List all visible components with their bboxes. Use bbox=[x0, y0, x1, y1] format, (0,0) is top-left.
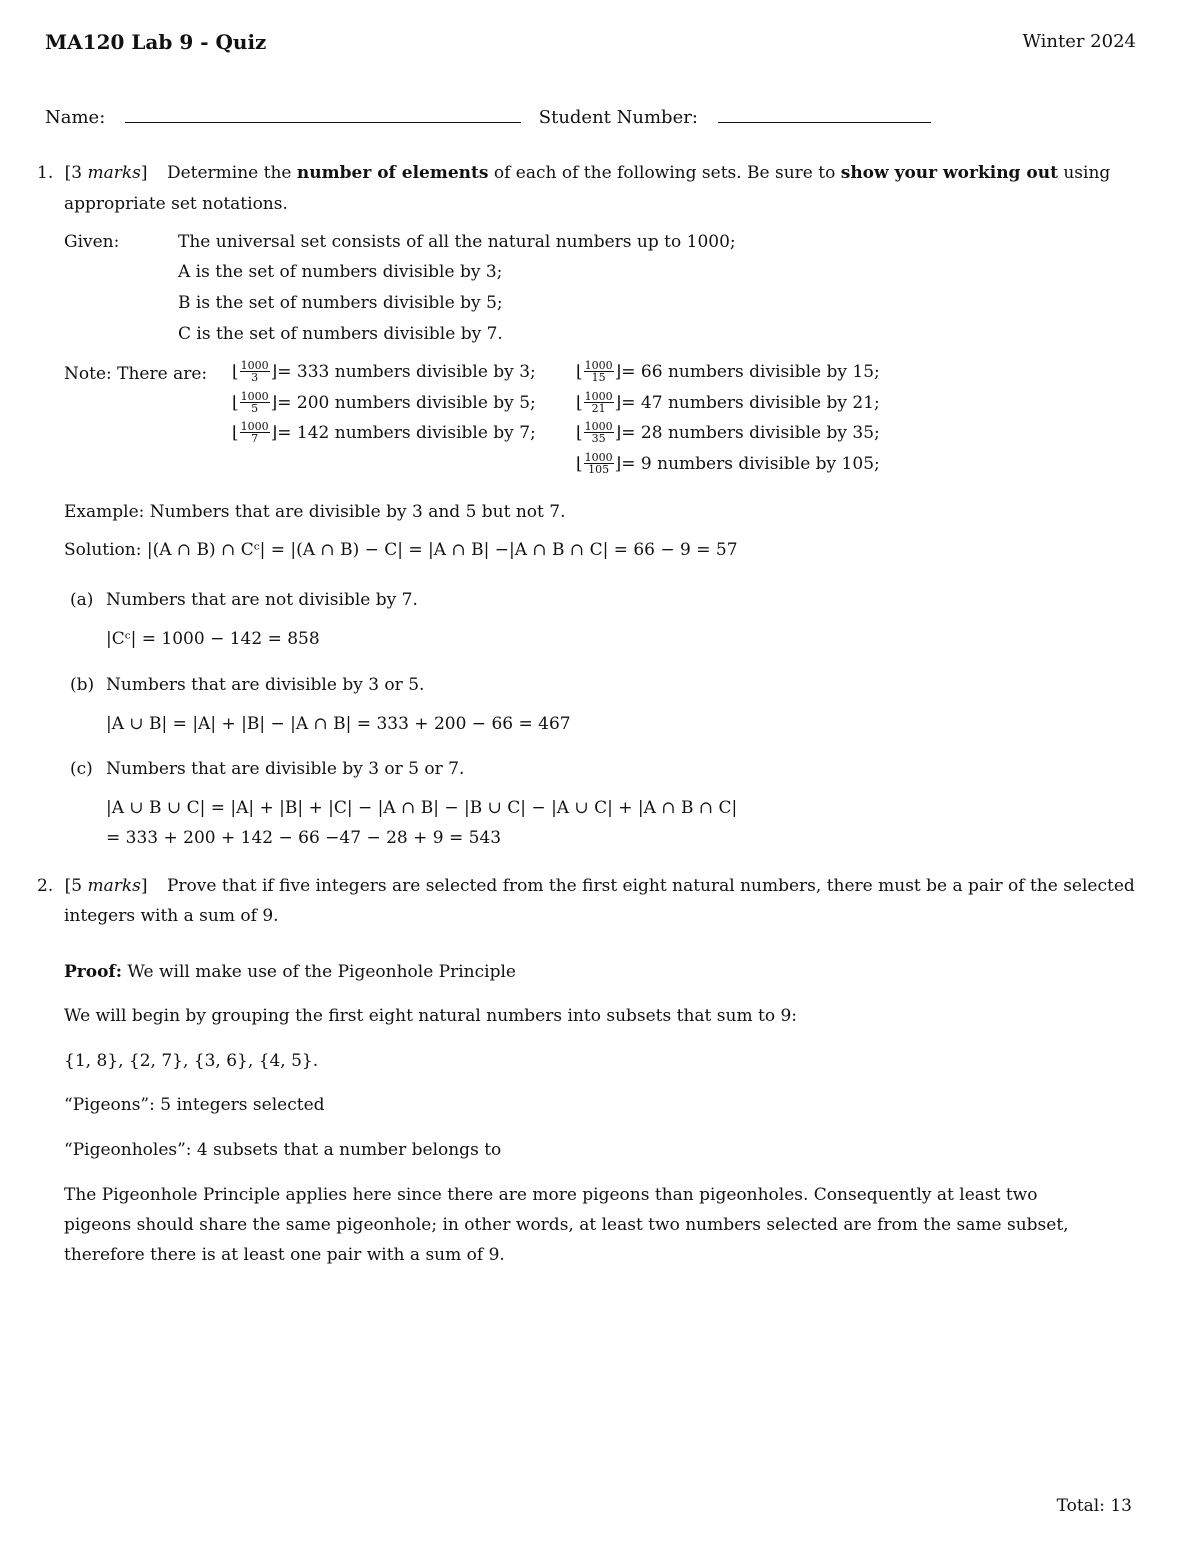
q2-number: 2. bbox=[37, 876, 54, 896]
part-label: (b) bbox=[70, 675, 95, 695]
note-left-item: ⌊ $\frac{1000}{5}$ ⌋ = 200 numbers divisible by 5; bbox=[232, 390, 536, 415]
q1-prompt-line2: appropriate set notations. bbox=[64, 194, 288, 214]
grouping-text: We will begin by grouping the first eight natural numbers into subsets that sum to 9: bbox=[64, 1006, 798, 1026]
part-question: Numbers that are divisible by 3 or 5 or 7. bbox=[106, 759, 465, 779]
note-label: Note: There are: bbox=[64, 364, 208, 384]
student-number-blank[interactable] bbox=[718, 104, 931, 123]
term-label: Winter 2024 bbox=[1022, 31, 1136, 52]
q1-number: 1. bbox=[37, 163, 54, 183]
conclusion-paragraph: The Pigeonhole Principle applies here since there are more pigeons than pigeonholes. Consequently at least two pigeons should share the same pigeonhole; in other words, at least two numbers selected are from the same subset, therefore there is at least one pair with a sum of 9. bbox=[64, 1185, 1069, 1265]
name-blank[interactable] bbox=[125, 104, 521, 123]
given-line: The universal set consists of all the natural numbers up to 1000; bbox=[178, 232, 736, 252]
part-answer-continued: = 333 + 200 + 142 − 66 −47 − 28 + 9 = 543 bbox=[106, 828, 502, 848]
page-title: MA120 Lab 9 - Quiz bbox=[45, 30, 267, 54]
note-left-item: ⌊ $\frac{1000}{7}$ ⌋ = 142 numbers divisible by 7; bbox=[232, 420, 536, 445]
part-answer: |Cᶜ| = 1000 − 142 = 858 bbox=[106, 629, 320, 649]
part-answer: |A ∪ B ∪ C| = |A| + |B| + |C| − |A ∩ B| − |B ∪ C| − |A ∪ C| + |A ∩ B ∩ C| bbox=[106, 798, 738, 818]
q2-prompt-line1: 2. [5 marks] Prove that if five integers are selected from the first eight natural numbers, there must be a pair of the selected bbox=[37, 876, 1135, 896]
q1-marks: [3 marks] bbox=[64, 163, 148, 183]
part-question: Numbers that are divisible by 3 or 5. bbox=[106, 675, 425, 695]
given-label: Given: bbox=[64, 232, 120, 252]
total-marks: Total: 13 bbox=[1056, 1496, 1132, 1516]
q2-prompt-line2: integers with a sum of 9. bbox=[64, 906, 279, 926]
q2-marks: [5 marks] bbox=[64, 876, 148, 896]
given-line: B is the set of numbers divisible by 5; bbox=[178, 293, 503, 313]
pigeonholes-text: “Pigeonholes”: 4 subsets that a number belongs to bbox=[64, 1140, 502, 1160]
note-left-item: ⌊ $\frac{1000}{3}$ ⌋ = 333 numbers divisible by 3; bbox=[232, 359, 536, 384]
part-label: (a) bbox=[70, 590, 94, 610]
pigeons-text: “Pigeons”: 5 integers selected bbox=[64, 1095, 325, 1115]
name-field-row bbox=[45, 104, 931, 128]
note-right-item: ⌊ $\frac{1000}{105}$ ⌋ = 9 numbers divisible by 105; bbox=[576, 451, 880, 476]
proof-intro: Proof: We will make use of the Pigeonhole Principle bbox=[64, 962, 516, 982]
q1-prompt-line1: 1. [3 marks] Determine the number of elements of each of the following sets. Be sure to show your working out using bbox=[37, 163, 1111, 183]
name-label: Name: bbox=[45, 107, 106, 128]
solution-text: Solution: |(A ∩ B) ∩ Cᶜ| = |(A ∩ B) − C| = |A ∩ B| −|A ∩ B ∩ C| = 66 − 9 = 57 bbox=[64, 540, 738, 560]
part-answer: |A ∪ B| = |A| + |B| − |A ∩ B| = 333 + 200 − 66 = 467 bbox=[106, 714, 571, 734]
example-text: Example: Numbers that are divisible by 3 and 5 but not 7. bbox=[64, 502, 566, 522]
student-number-label: Student Number: bbox=[538, 107, 698, 128]
note-right-item: ⌊ $\frac{1000}{21}$ ⌋ = 47 numbers divisible by 21; bbox=[576, 390, 880, 415]
note-right-item: ⌊ $\frac{1000}{35}$ ⌋ = 28 numbers divisible by 35; bbox=[576, 420, 880, 445]
proof-label: Proof: bbox=[64, 962, 123, 982]
sets-text: {1, 8}, {2, 7}, {3, 6}, {4, 5}. bbox=[64, 1051, 319, 1071]
part-label: (c) bbox=[70, 759, 93, 779]
note-right-item: ⌊ $\frac{1000}{15}$ ⌋ = 66 numbers divisible by 15; bbox=[576, 359, 880, 384]
given-line: A is the set of numbers divisible by 3; bbox=[178, 262, 503, 282]
given-line: C is the set of numbers divisible by 7. bbox=[178, 324, 503, 344]
part-question: Numbers that are not divisible by 7. bbox=[106, 590, 418, 610]
